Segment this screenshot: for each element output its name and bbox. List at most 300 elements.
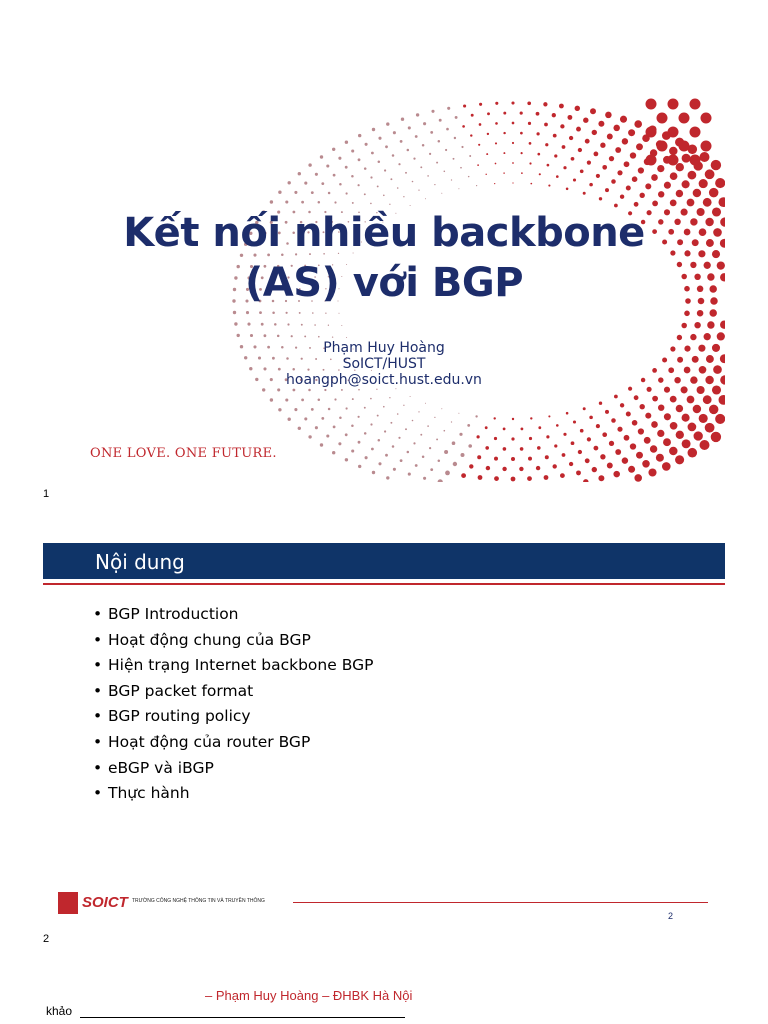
decorative-dot: [321, 182, 324, 185]
decorative-dot: [587, 437, 591, 441]
decorative-dot: [562, 145, 566, 149]
decorative-dot: [598, 121, 604, 127]
decorative-dot: [682, 180, 690, 188]
decorative-dot: [634, 395, 639, 400]
decorative-dot: [390, 178, 392, 180]
decorative-dot: [459, 433, 462, 436]
decorative-dot: [668, 155, 679, 166]
bullet-icon: •: [93, 605, 103, 623]
decorative-dot: [278, 191, 281, 194]
decorative-dot: [458, 413, 459, 414]
decorative-dot: [315, 426, 318, 429]
decorative-dot: [650, 445, 657, 452]
decorative-dot: [397, 187, 399, 189]
decorative-dot: [461, 453, 465, 457]
decorative-dot: [304, 335, 306, 337]
decorative-dot: [495, 163, 497, 165]
decorative-dot: [519, 467, 523, 471]
decorative-dot: [438, 479, 443, 482]
decorative-dot: [520, 132, 523, 135]
decorative-dot: [370, 203, 372, 205]
decorative-dot: [463, 104, 466, 107]
decorative-dot: [288, 181, 291, 184]
decorative-dot: [600, 143, 605, 148]
decorative-dot: [573, 178, 576, 181]
author-email: hoangph@soict.hust.edu.vn: [286, 372, 482, 388]
decorative-dot: [495, 102, 498, 105]
decorative-dot: [469, 464, 473, 468]
decorative-dot: [630, 443, 636, 449]
decorative-dot: [512, 142, 514, 144]
decorative-dot: [645, 413, 651, 419]
decorative-dot: [620, 195, 624, 199]
decorative-dot: [554, 154, 557, 157]
decorative-dot: [663, 438, 671, 446]
decorative-dot: [438, 460, 441, 463]
decorative-dot: [339, 183, 342, 186]
decorative-dot: [620, 403, 624, 407]
decorative-dot: [576, 127, 581, 132]
decorative-dot: [364, 167, 367, 170]
decorative-dot: [676, 190, 683, 197]
decorative-dot: [486, 153, 488, 155]
decorative-dot: [658, 191, 664, 197]
decorative-dot: [277, 335, 280, 338]
decorative-dot: [628, 129, 635, 136]
decorative-dot: [487, 112, 490, 115]
decorative-dot: [234, 322, 237, 325]
decorative-dot: [548, 185, 550, 187]
decorative-dot: [511, 437, 514, 440]
bullet-icon: •: [93, 630, 103, 649]
decorative-dot: [512, 182, 513, 183]
list-item: [93, 782, 373, 808]
decorative-dot: [512, 162, 514, 164]
logo-mark-icon: [58, 892, 78, 914]
decorative-dot: [567, 115, 572, 120]
decorative-dot: [634, 202, 639, 207]
decorative-dot: [386, 122, 389, 125]
decorative-dot: [392, 154, 395, 157]
decorative-dot: [620, 116, 627, 123]
decorative-dot: [444, 450, 448, 454]
decorative-dot: [503, 152, 505, 154]
decorative-dot: [494, 417, 496, 419]
decorative-dot: [444, 171, 446, 173]
decorative-dot: [407, 451, 410, 454]
decorative-dot: [705, 169, 715, 179]
decorative-dot: [318, 201, 321, 204]
decorative-dot: [585, 458, 590, 463]
decorative-dot: [719, 395, 726, 405]
decorative-dot: [670, 172, 678, 180]
decorative-dot: [669, 447, 677, 455]
decorative-dot: [605, 188, 609, 192]
decorative-dot: [314, 324, 316, 326]
decorative-dot: [346, 407, 348, 409]
decorative-dot: [328, 408, 331, 411]
decorative-dot: [657, 113, 668, 124]
decorative-dot: [384, 169, 386, 171]
decorative-dot: [384, 430, 386, 432]
header-bar: [43, 543, 725, 579]
logo-text: SOICT: [82, 894, 128, 911]
decorative-dot: [590, 108, 596, 114]
decorative-dot: [272, 311, 275, 314]
decorative-dot: [320, 155, 323, 158]
page-number-1: 1: [43, 488, 50, 500]
footer-author-line: – Phạm Huy Hoàng – ĐHBK Hà Nội: [205, 988, 413, 1003]
decorative-dot: [711, 160, 721, 170]
decorative-dot: [648, 468, 656, 476]
decorative-dot: [418, 411, 419, 412]
decorative-dot: [364, 407, 366, 409]
decorative-dot: [393, 131, 396, 134]
decorative-dot: [320, 443, 323, 446]
decorative-dot: [250, 334, 253, 337]
decorative-dot: [656, 454, 664, 462]
decorative-dot: [494, 457, 498, 461]
decorative-dot: [596, 174, 600, 178]
decorative-dot: [511, 101, 514, 104]
decorative-dot: [503, 447, 507, 451]
decorative-dot: [503, 132, 505, 134]
decorative-dot: [679, 141, 690, 152]
decorative-dot: [455, 116, 458, 119]
decorative-dot: [690, 155, 701, 166]
decorative-dot: [529, 437, 532, 440]
decorative-dot: [644, 437, 651, 444]
decorative-dot: [670, 396, 677, 403]
decorative-dot: [553, 464, 557, 468]
bullet-icon: •: [93, 707, 103, 726]
decorative-dot: [544, 475, 549, 480]
decorative-dot: [589, 416, 593, 420]
decorative-dot: [690, 127, 701, 138]
decorative-dot: [657, 165, 664, 172]
decorative-dot: [668, 99, 679, 110]
decorative-dot: [233, 311, 236, 314]
decorative-dot: [502, 467, 506, 471]
decorative-dot: [642, 460, 650, 468]
decorative-dot: [395, 388, 396, 389]
decorative-dot: [444, 430, 446, 432]
list-item: [93, 603, 373, 629]
decorative-dot: [345, 166, 348, 169]
decorative-dot: [485, 446, 489, 450]
decorative-dot: [694, 431, 703, 440]
decorative-dot: [304, 182, 307, 185]
contents-slide: [43, 543, 725, 925]
decorative-dot: [299, 312, 301, 314]
decorative-dot: [285, 398, 288, 401]
logo-subtext: TRƯỜNG CÔNG NGHỆ THÔNG TIN VÀ TRUYỀN THÔNG: [132, 898, 265, 904]
decorative-dot: [566, 412, 569, 415]
decorative-dot: [687, 199, 695, 207]
decorative-dot: [318, 336, 320, 338]
soict-logo: [58, 890, 265, 916]
decorative-dot: [415, 464, 418, 467]
decorative-dot: [430, 131, 433, 134]
list-item: [93, 680, 373, 706]
decorative-dot: [462, 125, 465, 128]
decorative-dot: [308, 389, 311, 392]
decorative-dot: [259, 311, 262, 314]
decorative-dot: [682, 414, 690, 422]
decorative-dot: [334, 201, 336, 203]
decorative-dot: [547, 164, 550, 167]
header-divider: [43, 583, 725, 585]
decorative-dot: [602, 432, 607, 437]
decorative-dot: [699, 179, 708, 188]
motto: ONE LOVE. ONE FUTURE.: [90, 446, 277, 461]
list-item: [93, 757, 373, 783]
decorative-dot: [583, 117, 588, 122]
decorative-dot: [682, 439, 691, 448]
decorative-dot: [389, 204, 390, 205]
decorative-dot: [664, 182, 671, 189]
decorative-dot: [324, 389, 326, 391]
decorative-dot: [383, 406, 385, 408]
decorative-dot: [628, 466, 635, 473]
decorative-dot: [298, 427, 301, 430]
decorative-dot: [640, 404, 645, 409]
decorative-dot: [333, 426, 336, 429]
decorative-dot: [294, 191, 297, 194]
decorative-dot: [364, 193, 366, 195]
decorative-dot: [270, 398, 273, 401]
decorative-dot: [365, 143, 368, 146]
decorative-dot: [560, 473, 565, 478]
decorative-dot: [476, 185, 477, 186]
decorative-dot: [705, 423, 715, 433]
decorative-dot: [392, 445, 395, 448]
decorative-dot: [410, 205, 411, 206]
decorative-dot: [688, 423, 697, 432]
decorative-dot: [378, 160, 381, 163]
decorative-dot: [638, 167, 644, 173]
decorative-dot: [312, 312, 314, 314]
decorative-dot: [468, 444, 472, 448]
decorative-dot: [709, 188, 718, 197]
decorative-dot: [615, 449, 621, 455]
decorative-dot: [693, 405, 701, 413]
decorative-dot: [261, 323, 264, 326]
author-block: [43, 340, 725, 388]
decorative-dot: [477, 455, 481, 459]
decorative-dot: [358, 465, 361, 468]
decorative-dot: [246, 311, 249, 314]
decorative-dot: [338, 442, 341, 445]
decorative-dot: [371, 152, 374, 155]
decorative-dot: [475, 415, 477, 417]
decorative-dot: [511, 477, 516, 482]
decorative-dot: [511, 457, 515, 461]
decorative-dot: [528, 122, 531, 125]
decorative-dot: [676, 405, 683, 412]
decorative-dot: [700, 440, 710, 450]
decorative-dot: [423, 477, 426, 480]
decorative-dot: [447, 107, 450, 110]
decorative-dot: [687, 396, 695, 404]
decorative-dot: [408, 126, 411, 129]
decorative-dot: [651, 421, 658, 428]
decorative-dot: [286, 312, 288, 314]
decorative-dot: [530, 183, 532, 185]
decorative-dot: [332, 336, 333, 337]
decorative-dot: [624, 161, 630, 167]
decorative-dot: [614, 204, 618, 208]
decorative-dot: [605, 112, 612, 119]
decorative-dot: [580, 169, 584, 173]
decorative-dot: [646, 155, 657, 166]
decorative-dot: [341, 389, 343, 391]
decorative-dot: [438, 140, 441, 143]
decorative-dot: [494, 437, 497, 440]
decorative-dot: [576, 470, 581, 475]
decorative-dot: [358, 389, 360, 391]
decorative-dot: [701, 113, 712, 124]
decorative-dot: [478, 475, 483, 480]
decorative-dot: [707, 321, 714, 328]
decorative-dot: [521, 152, 523, 154]
decorative-dot: [400, 459, 403, 462]
list-item: [93, 654, 373, 680]
decorative-dot: [700, 152, 710, 162]
decorative-dot: [592, 467, 597, 472]
decorative-dot: [719, 197, 726, 207]
decorative-dot: [690, 99, 701, 110]
decorative-dot: [571, 441, 575, 445]
decorative-dot: [477, 164, 479, 166]
list-item-text: Hiện trạng Internet backbone BGP: [108, 656, 374, 675]
decorative-dot: [538, 426, 541, 429]
decorative-dot: [425, 198, 426, 199]
decorative-dot: [422, 456, 425, 459]
decorative-dot: [569, 462, 573, 466]
decorative-dot: [326, 164, 329, 167]
decorative-dot: [334, 398, 336, 400]
decorative-dot: [439, 119, 442, 122]
decorative-dot: [553, 134, 557, 138]
decorative-dot: [709, 309, 716, 316]
list-item-text: BGP routing policy: [108, 707, 251, 726]
decorative-dot: [351, 149, 354, 152]
decorative-dot: [413, 442, 415, 444]
slide-title: [43, 208, 725, 308]
decorative-dot: [385, 454, 388, 457]
decorative-dot: [611, 418, 616, 423]
decorative-dot: [332, 451, 335, 454]
decorative-dot: [318, 398, 321, 401]
decorative-dot: [638, 428, 644, 434]
decorative-dot: [703, 198, 712, 207]
author-affiliation: SoICT/HUST: [342, 356, 426, 372]
decorative-dot: [544, 123, 548, 127]
decorative-dot: [479, 123, 482, 126]
decorative-dot: [575, 106, 580, 111]
decorative-dot: [278, 408, 281, 411]
decorative-dot: [670, 422, 678, 430]
decorative-dot: [720, 321, 725, 329]
decorative-dot: [512, 418, 514, 420]
decorative-dot: [605, 410, 609, 414]
decorative-dot: [308, 435, 311, 438]
decorative-dot: [548, 415, 550, 417]
decorative-dot: [587, 160, 591, 164]
decorative-dot: [315, 173, 318, 176]
decorative-dot: [688, 448, 698, 458]
decorative-dot: [664, 413, 671, 420]
decorative-dot: [370, 398, 372, 400]
decorative-dot: [566, 188, 569, 191]
decorative-dot: [543, 102, 547, 106]
bullet-icon: •: [93, 758, 103, 777]
decorative-dot: [651, 174, 658, 181]
decorative-dot: [308, 163, 311, 166]
decorative-dot: [446, 128, 449, 131]
decorative-dot: [460, 167, 462, 169]
decorative-dot: [512, 122, 515, 125]
decorative-dot: [345, 433, 348, 436]
decorative-dot: [693, 189, 701, 197]
decorative-dot: [328, 192, 331, 195]
decorative-dot: [703, 395, 712, 404]
decorative-dot: [346, 337, 347, 338]
decorative-dot: [632, 420, 638, 426]
decorative-dot: [390, 422, 392, 424]
decorative-dot: [657, 430, 664, 437]
decorative-dot: [552, 113, 556, 117]
decorative-dot: [580, 429, 584, 433]
decorative-dot: [453, 158, 455, 160]
decorative-dot: [370, 176, 372, 178]
decorative-dot: [467, 424, 470, 427]
decorative-dot: [694, 322, 700, 328]
decorative-dot: [646, 99, 657, 110]
decorative-dot: [434, 417, 435, 418]
list-item: [93, 629, 373, 655]
decorative-dot: [237, 334, 240, 337]
decorative-dot: [688, 171, 697, 180]
decorative-dot: [301, 201, 304, 204]
decorative-dot: [461, 146, 463, 148]
decorative-dot: [715, 414, 725, 424]
slide-title-line-2: (AS) với BGP: [244, 260, 524, 306]
decorative-dot: [681, 323, 687, 329]
decorative-dot: [559, 104, 564, 109]
decorative-dot: [430, 468, 433, 471]
contents-list: [93, 603, 373, 808]
decorative-dot: [571, 157, 575, 161]
decorative-dot: [658, 404, 664, 410]
decorative-dot: [425, 403, 426, 404]
decorative-dot: [563, 433, 566, 436]
decorative-dot: [453, 462, 457, 466]
decorative-dot: [471, 114, 474, 117]
decorative-dot: [546, 435, 549, 438]
decorative-dot: [670, 200, 677, 207]
decorative-dot: [346, 192, 348, 194]
decorative-dot: [503, 172, 504, 173]
decorative-dot: [422, 144, 425, 147]
decorative-dot: [288, 418, 291, 421]
decorative-dot: [527, 101, 531, 105]
decorative-dot: [431, 110, 434, 113]
decorative-dot: [615, 147, 621, 153]
decorative-dot: [646, 127, 657, 138]
decorative-dot: [494, 183, 495, 184]
